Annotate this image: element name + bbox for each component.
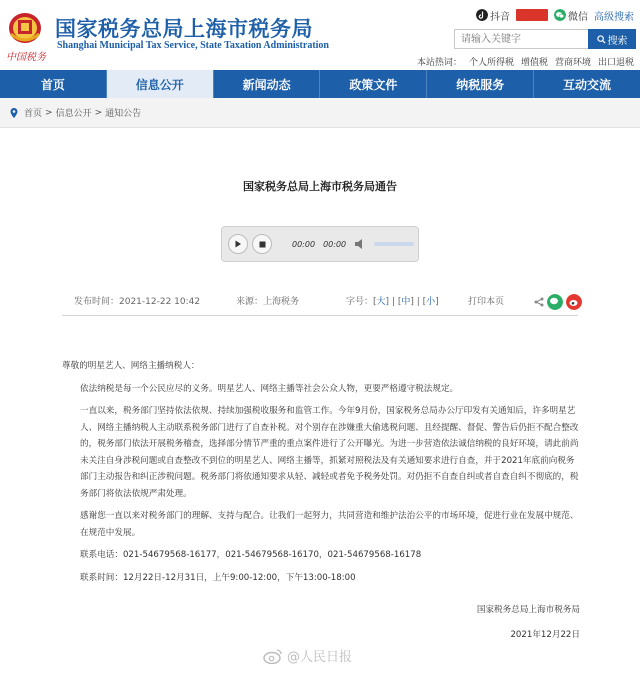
site-subtitle: Shanghai Municipal Tax Service, State Taxation Administration: [57, 40, 329, 51]
publish-date: 发布时间：2021-12-22 10:42: [74, 297, 201, 307]
hotword-link[interactable]: 出口退税: [597, 58, 634, 68]
audio-player: [221, 226, 419, 262]
top-links: [476, 6, 634, 24]
site-title[interactable]: 国家税务总局上海市税务局: [55, 17, 313, 41]
article-source: 来源：上海税务: [236, 297, 300, 307]
volume-icon[interactable]: [354, 237, 366, 251]
douyin-icon: [476, 9, 488, 21]
font-size-large[interactable]: 大: [376, 297, 386, 307]
location-pin-icon: [10, 108, 18, 118]
nav-item-policy[interactable]: 政策文件: [320, 70, 427, 98]
breadcrumb-info[interactable]: 信息公开: [55, 109, 92, 119]
breadcrumb-separator: >: [94, 107, 103, 118]
paragraph: 一直以来，税务部门坚持依法依规、持续加强税收服务和监管工作。今年9月份，国家税务总局办公厅印发有关通知后，许多明星艺人、网络主播纳税人主动联系税务部门进行了自查补税。对个别存在涉嫌重大偷逃税问题、且经提醒、督促、警告后仍拒不配合整改的，税务部门依法开展税务稽查，选择部分情节严重的重点案件进行了公开曝光。为进一步营造依法诚信纳税的良好环境，请此前尚未关注自身涉税问题或自查整改不到位的明星艺人、网络主播等，抓紧对照税法及有关通知要求进行自查，并于2021年底前向税务部门主动报告和纠正涉税问题。税务部门将依通知要求从轻、减轻或者免予税务处罚。对仍拒不自查自纠或者自查自纠不彻底的，税务部门将依法依规严肃处理。: [80, 406, 579, 499]
search-button[interactable]: [588, 29, 636, 49]
search-input[interactable]: [454, 29, 588, 49]
font-size-small[interactable]: 小: [426, 297, 436, 307]
nav-item-interaction[interactable]: 互动交流: [563, 77, 612, 92]
search-button-label: 搜索: [607, 35, 628, 47]
share-icons: [534, 294, 582, 310]
main-nav: [0, 70, 640, 98]
breadcrumb: [0, 98, 640, 128]
breadcrumb-separator: >: [45, 107, 53, 118]
share-icon[interactable]: [534, 297, 544, 307]
search-bar: [454, 29, 636, 49]
weibo-watermark-icon: [263, 648, 283, 664]
current-time: 00:00: [292, 239, 316, 249]
hotwords: [417, 55, 634, 68]
nav-item-tax-service[interactable]: 纳税服务: [427, 70, 534, 98]
article-body: [62, 358, 582, 592]
duration: 00:00: [323, 239, 347, 249]
nav-item-news[interactable]: 新闻动态: [214, 70, 321, 98]
advanced-search-link[interactable]: 高级搜索: [594, 11, 634, 23]
wechat-label: 微信: [568, 11, 588, 23]
meta-divider: [62, 315, 578, 316]
search-icon: [597, 35, 606, 44]
signature: 国家税务总局上海市税务局: [476, 605, 580, 615]
stop-button[interactable]: [252, 234, 272, 254]
salutation: 尊敬的明星艺人、网络主播纳税人：: [62, 361, 200, 371]
sign-date: 2021年12月22日: [510, 630, 580, 640]
breadcrumb-home[interactable]: 首页: [24, 109, 43, 119]
douyin-link[interactable]: [476, 8, 510, 23]
article-meta: [74, 294, 580, 308]
brand-script-logo: 中国税务: [6, 52, 46, 63]
tax-emblem-icon[interactable]: [7, 10, 43, 44]
hotwords-label: 本站热词：: [416, 58, 462, 68]
weibo-link[interactable]: [516, 9, 548, 21]
weibo-share-icon[interactable]: [566, 294, 582, 310]
print-button[interactable]: 打印本页: [468, 297, 505, 307]
wechat-link[interactable]: [554, 8, 588, 23]
paragraph: 感谢您一直以来对税务部门的理解、支持与配合。让我们一起努力，共同营造和维护法治公平的市场环境，促进行业在发展中规范、在规范中发展。: [80, 511, 579, 538]
watermark-text: @人民日报: [287, 650, 353, 665]
breadcrumb-current[interactable]: 通知公告: [105, 109, 142, 119]
play-icon: [234, 240, 242, 248]
nav-item-home[interactable]: 首页: [0, 70, 107, 98]
weibo-flag-icon: [516, 9, 548, 21]
volume-slider[interactable]: [374, 242, 414, 246]
contact-time: 联系时间：12月22日-12月31日，上午9:00-12:00，下午13:00-18:00: [80, 572, 356, 583]
watermark: [263, 646, 352, 665]
stop-icon: [259, 241, 266, 248]
hotword-link[interactable]: 营商环境: [554, 58, 591, 68]
nav-item-info-disclosure[interactable]: 信息公开: [107, 70, 214, 98]
play-button[interactable]: [228, 234, 248, 254]
site-header: [0, 0, 640, 70]
font-size-medium[interactable]: 中: [401, 297, 411, 307]
paragraph: 依法纳税是每一个公民应尽的义务。明星艺人、网络主播等社会公众人物，更要严格遵守税法规定。: [80, 383, 459, 394]
font-size-label: 字号：: [346, 297, 374, 307]
hotword-link[interactable]: 增值税: [520, 58, 548, 68]
hotword-link[interactable]: 个人所得税: [468, 58, 514, 68]
font-size-controls: 字号：[大] | [中] | [小]: [346, 297, 439, 307]
wechat-icon: [554, 9, 566, 21]
article-content: [0, 128, 640, 673]
wechat-share-icon[interactable]: [547, 294, 563, 310]
douyin-label: 抖音: [490, 11, 510, 23]
contact-phone: 联系电话：021-54679568-16177，021-54679568-16170，021-54679568-16178: [80, 550, 422, 560]
article-title: 国家税务总局上海市税务局通告: [243, 180, 397, 193]
